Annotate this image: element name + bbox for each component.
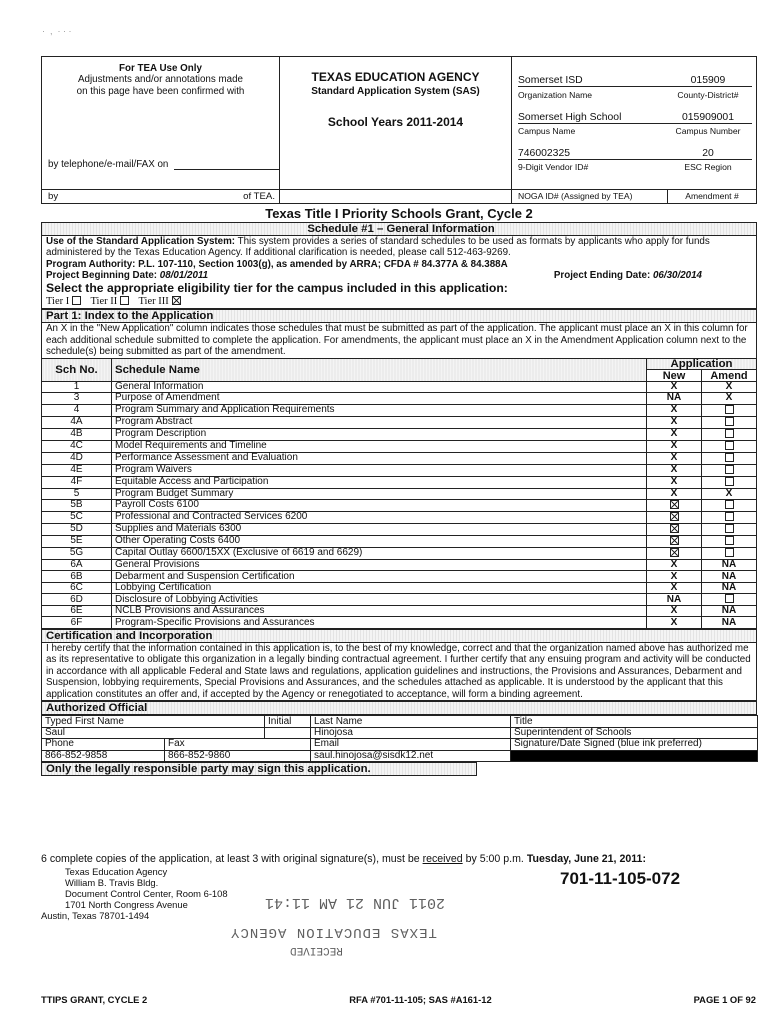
agency-received-stamp: TEXAS EDUCATION AGENCY [230,924,437,940]
new-cell: X [647,559,702,570]
new-cell: X [647,464,702,476]
sch-no-cell: 4D [42,452,112,464]
part1-text: An X in the "New Application" column indicates those schedules that must be submitted as part of the application. The applicant must place an X in this column for each additional schedule submitted to complete the application. For amendments, the applicant must place an X in the Amendment Application column next to the schedule(s) being submitted as part of the amendment. [41,323,757,358]
amend-cell: NA [702,582,757,593]
schedule-name-cell: Equitable Access and Participation [112,476,647,488]
by-label: by [48,191,59,202]
phone-confirm-row [48,159,279,170]
part1-band: Part 1: Index to the Application [41,309,757,323]
table-row [42,393,757,404]
sch-no-cell: 5D [42,523,112,535]
empty-checkbox[interactable] [725,524,734,533]
responsible-party-band: Only the legally responsible party may sign this application. [41,762,477,776]
tier-selection [41,295,757,309]
agency-name: TEXAS EDUCATION AGENCY [311,70,480,84]
fax-value: 866-852-9860 [165,750,311,761]
empty-checkbox[interactable] [725,417,734,426]
amend-cell [702,452,757,464]
schedule-name-cell: Disclosure of Lobbying Activities [112,594,647,606]
schedule-name-cell: Program Waivers [112,464,647,476]
amend-cell: NA [702,606,757,617]
amend-cell [702,511,757,523]
title-label: Title [511,716,758,727]
empty-checkbox[interactable] [725,594,734,603]
new-cell [647,499,702,511]
tier-3-checkbox[interactable] [172,296,181,305]
phone-confirm-line [174,160,279,170]
amend-cell: NA [702,559,757,570]
new-cell: NA [647,393,702,404]
empty-checkbox[interactable] [725,429,734,438]
campus-name: Somerset High School [518,112,622,123]
checked-checkbox[interactable] [670,548,679,557]
certification-text: I hereby certify that the information contained in this application is, to the best of my knowledge, correct and that the organization named above has authorized me as its representative to obligate this organization in a legally binding contractual agreement. I further certify that any ensuing program and activity will be conducted in accordance with all applicable Federal and State laws and regulations, application guidelines and instructions, the Provisions and Assurances, Debarment and Suspension, lobbying requirements, Special Provisions and Assurances, and the schedules attached as applicable. It is understood by the applicant that this application constitutes an offer and, if accepted by the Agency or renegotiated to acceptance, will form a binding agreement. [41,643,757,702]
schedule-name-cell: Model Requirements and Timeline [112,440,647,452]
received-word-stamp: RECEIVED [290,944,343,956]
use-text: This system provides a series of standard schedules to be used as formats by applicants who apply for funds administered by the Texas Education Agency. If additional clarification is needed, please call 512-463-9269. [46,236,710,259]
amend-cell [702,594,757,606]
campus-number: 015909001 [681,112,734,123]
table-row [42,381,757,392]
table-row [42,617,757,628]
amend-cell: NA [702,617,757,628]
sch-no-cell: 5 [42,488,112,499]
amend-cell [702,440,757,452]
county-district-label: County-District# [677,90,739,100]
begin-label: Project Beginning Date: [46,269,160,281]
checked-checkbox[interactable] [670,536,679,545]
new-cell: NA [647,594,702,606]
application-form [41,56,757,776]
amend-cell [702,476,757,488]
noga-label: NOGA ID# (Assigned by TEA) [512,190,668,203]
sch-no-cell: 6F [42,617,112,628]
by-row [42,189,279,203]
amendment-label: Amendment # [685,191,739,201]
county-district: 015909 [690,75,726,86]
phone-label: Phone [42,739,165,750]
table-row [42,464,757,476]
sch-no-cell: 5B [42,499,112,511]
schedule-name-cell: Supplies and Materials 6300 [112,523,647,535]
empty-checkbox[interactable] [725,512,734,521]
empty-checkbox[interactable] [725,548,734,557]
end-label: Project Ending Date: [553,269,653,281]
table-row [42,416,757,428]
schedule-name-cell: Capital Outlay 6600/15XX (Exclusive of 6619 and 6629) [112,547,647,559]
rfa-stamp-number: 701-11-105-072 [560,869,681,888]
email-label: Email [311,739,511,750]
use-label: Use of the Standard Application System: [46,236,236,247]
new-cell: X [647,428,702,440]
header-box [41,56,757,204]
tea-use-only-panel [42,57,280,203]
schedule-name-header: Schedule Name [112,358,647,381]
last-name-value: Hinojosa [311,727,511,738]
new-cell: X [647,606,702,617]
sch-no-cell: 1 [42,381,112,392]
sch-no-cell: 5E [42,535,112,547]
org-name-label: Organization Name [518,90,593,100]
table-row [42,571,757,582]
program-authority: Program Authority: P.L. 107-110, Section 1003(g), as amended by ARRA; CFDA # 84.377A & 84.388A [46,258,508,270]
campus-number-label: Campus Number [675,126,741,136]
address-line-1: Texas Education Agency [65,865,168,877]
empty-checkbox[interactable] [725,405,734,414]
footer-right: PAGE 1 OF 92 [693,994,756,1005]
new-cell: X [647,404,702,416]
address-line-2: William B. Travis Bldg. [65,876,159,888]
new-cell: X [647,571,702,582]
received-date-stamp: 2011 JUN 21 AM 11:41 [265,894,446,911]
table-row [42,452,757,464]
schedule-name-cell: General Provisions [112,559,647,570]
sch-no-cell: 4F [42,476,112,488]
amend-cell: X [702,488,757,499]
email-value: saul.hinojosa@sisdk12.net [311,750,511,761]
authorized-official-band: Authorized Official [41,701,757,715]
signature-redacted [511,750,758,761]
empty-checkbox[interactable] [725,500,734,509]
schedule-name-cell: General Information [112,381,647,392]
general-info-text [41,236,757,295]
by-phone-label: by telephone/e-mail/FAX on [48,159,169,170]
schedule-name-cell: Program Description [112,428,647,440]
new-cell [647,523,702,535]
schedule-name-cell: Purpose of Amendment [112,393,647,404]
table-row [42,440,757,452]
school-years: School Years 2011-2014 [327,115,464,129]
schedule-name-cell: NCLB Provisions and Assurances [112,606,647,617]
schedule-name-cell: Other Operating Costs 6400 [112,535,647,547]
table-row [42,488,757,499]
amend-cell [702,547,757,559]
amend-cell [702,499,757,511]
new-cell [647,535,702,547]
amend-cell: X [702,381,757,392]
table-row [42,523,757,535]
sch-no-cell: 3 [42,393,112,404]
table-row [42,582,757,593]
agency-panel [280,57,512,203]
project-dates [46,270,752,281]
page-footer [41,994,756,1005]
address-line-3: Document Control Center, Room 6-108 [65,887,228,899]
new-cell: X [647,617,702,628]
new-cell [647,511,702,523]
amend-cell [702,428,757,440]
new-cell: X [647,476,702,488]
schedule-name-cell: Program Summary and Application Requirements [112,404,647,416]
amend-cell: NA [702,571,757,582]
empty-checkbox[interactable] [725,477,734,486]
footer-mid: RFA #701-11-105; SAS #A161-12 [349,994,492,1005]
vendor-id-label: 9-Digit Vendor ID# [518,162,589,172]
empty-checkbox[interactable] [725,441,734,450]
sch-no-cell: 6D [42,594,112,606]
margin-scribble: · , · · · [42,26,72,36]
empty-checkbox[interactable] [725,536,734,545]
checked-checkbox[interactable] [670,512,679,521]
footer-left: TTIPS GRANT, CYCLE 2 [41,994,148,1005]
address-city: Austin, Texas 78701-1494 [41,909,150,921]
begin-date: 08/01/2011 [159,269,209,281]
schedule-name-cell: Professional and Contracted Services 6200 [112,511,647,523]
new-cell: X [647,416,702,428]
tier-1-checkbox[interactable] [72,296,81,305]
sch-no-cell: 4 [42,404,112,416]
certification-band: Certification and Incorporation [41,629,757,643]
title-value: Superintendent of Schools [511,727,758,738]
received-word: received [422,853,463,865]
first-name-label: Typed First Name [42,716,265,727]
sch-no-cell: 4A [42,416,112,428]
table-row [42,535,757,547]
select-tier-heading: Select the appropriate eligibility tier for the campus included in this application: [46,281,508,296]
sas-name: Standard Application System (SAS) [311,86,480,97]
amend-cell [702,535,757,547]
tea-use-only-heading: For TEA Use Only [119,63,202,74]
schedule-name-cell: Performance Assessment and Evaluation [112,452,647,464]
table-row [42,428,757,440]
new-cell [647,547,702,559]
tier-2-checkbox[interactable] [120,296,129,305]
sch-no-cell: 5G [42,547,112,559]
esc-region-label: ESC Region [684,162,732,172]
document-title: Texas Title I Priority Schools Grant, Cycle 2 [265,206,533,221]
schedule-name-cell: Program Budget Summary [112,488,647,499]
new-cell: X [647,452,702,464]
new-cell: X [647,440,702,452]
sch-no-cell: 6A [42,559,112,570]
amend-cell [702,404,757,416]
application-header: Application [647,358,757,369]
fax-label: Fax [165,739,311,750]
amend-cell [702,416,757,428]
table-row [42,559,757,570]
signature-label: Signature/Date Signed (blue ink preferred) [511,739,758,750]
esc-region: 20 [702,148,714,159]
copies-text: 6 complete copies of the application, at least 3 with original signature(s), must be [41,853,423,865]
organization-panel [512,57,756,203]
authorized-official-table [41,715,758,762]
sch-no-cell: 4B [42,428,112,440]
schedule-name-cell: Program Abstract [112,416,647,428]
empty-checkbox[interactable] [725,465,734,474]
table-row [42,404,757,416]
tier-2-label: Tier II [90,296,118,308]
end-date: 06/30/2014 [652,269,702,281]
schedule-rows [42,381,757,628]
sch-no-cell: 4C [42,440,112,452]
table-row [42,499,757,511]
amend-header: Amend [702,370,757,381]
sch-no-cell: 4E [42,464,112,476]
schedule-name-cell: Program-Specific Provisions and Assurances [112,617,647,628]
schedule-index-table [41,358,757,629]
sch-no-cell: 6B [42,571,112,582]
org-name: Somerset ISD [518,75,583,86]
new-cell: X [647,381,702,392]
deadline-date: Tuesday, June 21, 2011 [526,853,643,865]
checked-checkbox[interactable] [670,524,679,533]
sch-no-cell: 6E [42,606,112,617]
sch-no-cell: 5C [42,511,112,523]
sch-no-header: Sch No. [42,358,112,381]
sch-no-cell: 6C [42,582,112,593]
deadline-time: by 5:00 p.m. [462,853,527,865]
first-name-value: Saul [42,727,265,738]
amend-cell [702,464,757,476]
phone-value: 866-852-9858 [42,750,165,761]
schedule-name-cell: Lobbying Certification [112,582,647,593]
schedule-name-cell: Debarment and Suspension Certification [112,571,647,582]
new-header: New [647,370,702,381]
submission-instructions: 6 complete copies of the application, at least 3 with original signature(s), must be received by 5:00 p.m. Tuesday, June 21, 2011: Texas Education Agency William B. Travis Bldg. Document Control Center, Room 6-108 1701 North Congress Avenue Austin, Texas 78701-1494 [41,852,757,921]
table-row [42,594,757,606]
schedule-name-cell: Payroll Costs 6100 [112,499,647,511]
table-row [42,606,757,617]
new-cell: X [647,488,702,499]
vendor-id: 746002325 [518,148,571,159]
amend-cell: X [702,393,757,404]
amend-cell [702,523,757,535]
adjust-line-1: Adjustments and/or annotations made [77,74,244,85]
adjust-line-2: on this page have been confirmed with [76,86,245,97]
address-line-4: 1701 North Congress Avenue [65,898,188,910]
table-row [42,547,757,559]
of-tea-label: of TEA. [243,191,275,202]
table-row [42,476,757,488]
last-name-label: Last Name [311,716,511,727]
table-row [42,511,757,523]
tier-1-label: Tier I [46,296,70,308]
initial-label: Initial [265,716,311,727]
checked-checkbox[interactable] [670,500,679,509]
schedule-band: Schedule #1 – General Information [41,222,757,236]
campus-name-label: Campus Name [518,126,576,136]
tier-3-label: Tier III [138,296,169,308]
empty-checkbox[interactable] [725,453,734,462]
new-cell: X [647,582,702,593]
